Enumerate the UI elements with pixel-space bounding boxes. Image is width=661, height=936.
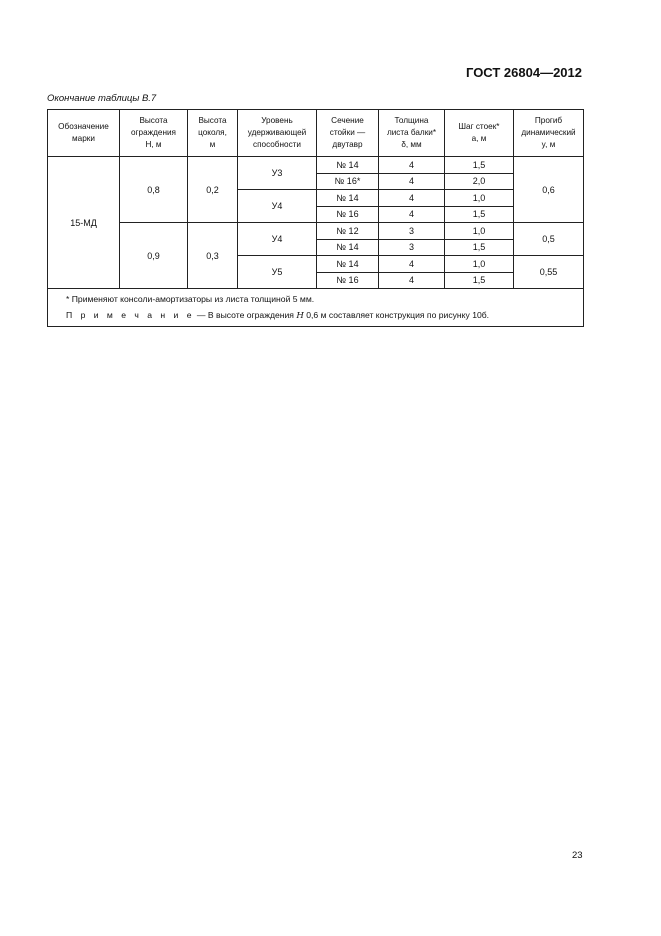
level-cell: У5 [238, 256, 317, 289]
table-row [48, 157, 584, 174]
col-header-level: Уровень удерживающей способности [238, 110, 317, 157]
step-cell: 1,5 [445, 239, 514, 256]
section-cell: № 12 [317, 223, 379, 240]
plinth-cell: 0,2 [188, 157, 238, 223]
section-cell: № 14 [317, 239, 379, 256]
plinth-cell: 0,3 [188, 223, 238, 289]
thickness-cell: 4 [379, 206, 445, 223]
col-header-thickness: Толщина листа балки* δ, мм [379, 110, 445, 157]
section-cell: № 14 [317, 190, 379, 207]
deflection-cell: 0,6 [514, 157, 584, 223]
table-header-row [48, 110, 584, 157]
note-text-before: — В высоте ограждения [194, 310, 297, 320]
notes-cell [48, 289, 584, 327]
col-header-deflection: Прогиб динамический y, м [514, 110, 584, 157]
note-symbol: H [296, 311, 304, 321]
note-text-after: 0,6 м составляет конструкция по рисунку 10б. [303, 310, 490, 320]
section-cell: № 16 [317, 206, 379, 223]
col-header-height: Высота ограждения H, м [120, 110, 188, 157]
col-header-mark: Обозначение марки [48, 110, 120, 157]
note-label: П р и м е ч а н и е [66, 310, 195, 320]
table-caption: Окончание таблицы В.7 [47, 93, 157, 104]
step-cell: 1,0 [445, 223, 514, 240]
step-cell: 1,5 [445, 206, 514, 223]
mark-cell: 15-МД [48, 157, 120, 289]
col-header-step: Шаг стоек* a, м [445, 110, 514, 157]
section-cell: № 16* [317, 173, 379, 190]
footnote: * Применяют консоли-амортизаторы из листа толщиной 5 мм. [66, 294, 315, 304]
step-cell: 1,5 [445, 272, 514, 289]
thickness-cell: 4 [379, 157, 445, 174]
thickness-cell: 4 [379, 173, 445, 190]
thickness-cell: 3 [379, 223, 445, 240]
thickness-cell: 4 [379, 256, 445, 273]
section-cell: № 14 [317, 157, 379, 174]
section-cell: № 16 [317, 272, 379, 289]
step-cell: 1,5 [445, 157, 514, 174]
col-header-section: Сечение стойки — двутавр [317, 110, 379, 157]
deflection-cell: 0,5 [514, 223, 584, 256]
height-cell: 0,8 [120, 157, 188, 223]
level-cell: У4 [238, 190, 317, 223]
step-cell: 1,0 [445, 256, 514, 273]
notes-row [48, 289, 584, 327]
step-cell: 2,0 [445, 173, 514, 190]
page-number: 23 [572, 850, 583, 861]
table-row [48, 223, 584, 240]
thickness-cell: 3 [379, 239, 445, 256]
thickness-cell: 4 [379, 272, 445, 289]
deflection-cell: 0,55 [514, 256, 584, 289]
height-cell: 0,9 [120, 223, 188, 289]
section-cell: № 14 [317, 256, 379, 273]
document-code: ГОСТ 26804—2012 [466, 65, 582, 80]
level-cell: У3 [238, 157, 317, 190]
thickness-cell: 4 [379, 190, 445, 207]
table-note [66, 307, 583, 324]
step-cell: 1,0 [445, 190, 514, 207]
level-cell: У4 [238, 223, 317, 256]
data-table [47, 109, 584, 327]
col-header-plinth: Высота цоколя, м [188, 110, 238, 157]
